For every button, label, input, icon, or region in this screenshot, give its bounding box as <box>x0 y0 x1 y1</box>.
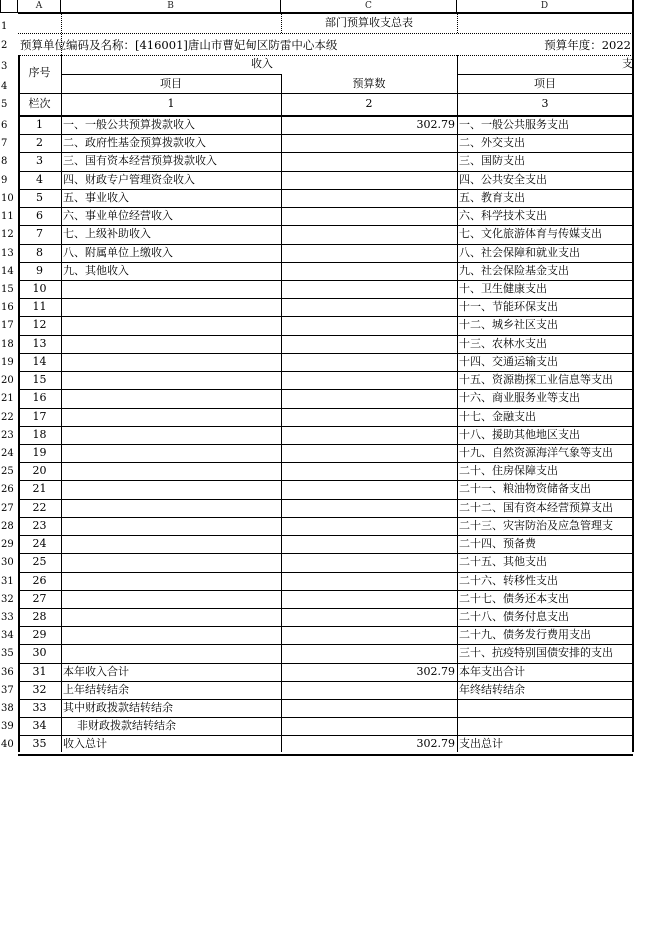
expense-item-cell: 六、科学技术支出 <box>459 209 547 223</box>
income-item-cell: 非财政拨款结转结余 <box>63 719 176 733</box>
budget-amount-cell <box>281 681 457 699</box>
seq-cell: 15 <box>32 373 47 387</box>
income-item-cell <box>61 480 281 498</box>
border-line <box>18 93 633 94</box>
income-item-cell: 四、财政专户管理资金收入 <box>63 172 195 186</box>
border-line <box>61 74 281 75</box>
income-item-cell <box>61 426 281 444</box>
seq-cell: 34 <box>32 719 47 733</box>
income-item-cell: 三、国有资本经营预算拨款收入 <box>63 154 217 168</box>
expense-item-cell: 二十二、国有资本经营预算支出 <box>459 500 613 514</box>
row-header[interactable]: 29 <box>1 539 14 551</box>
seq-cell: 24 <box>32 537 47 551</box>
income-item-cell <box>61 462 281 480</box>
row-header[interactable]: 36 <box>1 666 14 678</box>
budget-amount-cell <box>281 225 457 243</box>
seq-cell: 33 <box>32 701 47 715</box>
report-title: 部门预算收支总表 <box>325 16 413 29</box>
seq-cell: 21 <box>32 482 47 496</box>
budget-amount-cell <box>281 244 457 262</box>
budget-amount-cell <box>281 189 457 207</box>
expense-item-cell: 七、文化旅游体育与传媒支出 <box>459 227 602 241</box>
seq-cell: 28 <box>32 609 47 623</box>
seq-cell: 2 <box>36 136 43 150</box>
row-header[interactable]: 16 <box>1 302 14 314</box>
income-item-cell <box>61 644 281 662</box>
row-header[interactable]: 33 <box>1 611 14 623</box>
income-item-cell <box>61 280 281 298</box>
row-header[interactable]: 11 <box>1 211 14 223</box>
seq-cell: 3 <box>36 154 43 168</box>
expense-item-cell: 十八、援助其他地区支出 <box>459 427 580 441</box>
column-header-a[interactable]: A <box>18 0 61 13</box>
expense-item-cell: 九、社会保险基金支出 <box>459 263 569 277</box>
income-item-cell <box>61 517 281 535</box>
seq-cell: 17 <box>32 409 47 423</box>
row-header[interactable]: 31 <box>1 575 14 587</box>
dotted-border <box>61 13 62 55</box>
row-border <box>18 754 633 756</box>
row-header[interactable]: 13 <box>1 247 14 259</box>
expense-header: 支 <box>622 57 633 70</box>
row-header[interactable]: 35 <box>1 648 14 660</box>
expense-item-cell: 一、一般公共服务支出 <box>459 118 569 131</box>
income-item-cell <box>61 590 281 608</box>
income-item-cell <box>61 408 281 426</box>
expense-item-cell: 十二、城乡社区支出 <box>459 318 558 332</box>
seq-cell: 23 <box>32 518 47 532</box>
income-item-cell <box>61 316 281 334</box>
row-header[interactable]: 37 <box>1 684 14 696</box>
row-header[interactable]: 8 <box>1 156 8 168</box>
row-header[interactable]: 2 <box>1 40 8 51</box>
row-header[interactable]: 21 <box>1 393 14 405</box>
expense-item-cell: 二十八、债务付息支出 <box>459 609 569 623</box>
expense-item-cell: 十七、金融支出 <box>459 409 536 423</box>
seq-cell: 25 <box>32 555 47 569</box>
income-item-cell <box>61 572 281 590</box>
budget-amount-cell <box>281 444 457 462</box>
budget-amount-cell <box>281 644 457 662</box>
income-item-cell <box>61 499 281 517</box>
income-item-cell: 六、事业单位经营收入 <box>63 209 173 223</box>
expense-item-cell: 二十九、债务发行费用支出 <box>459 628 591 642</box>
seq-cell: 11 <box>32 300 47 314</box>
seq-cell: 10 <box>32 281 47 295</box>
budget-amount-cell <box>281 171 457 189</box>
income-item-cell: 收入总计 <box>63 737 107 751</box>
column-header-d[interactable]: D <box>457 0 633 13</box>
row-header[interactable]: 5 <box>1 99 8 110</box>
seq-cell: 16 <box>32 391 47 405</box>
expense-item-cell: 十一、节能环保支出 <box>459 300 558 314</box>
seq-cell: 7 <box>36 227 43 241</box>
col-index-1: 1 <box>167 97 175 110</box>
seq-cell: 4 <box>36 172 43 186</box>
expense-item-cell: 十、卫生健康支出 <box>459 281 547 295</box>
seq-cell: 6 <box>36 209 43 223</box>
seq-cell: 35 <box>32 737 47 751</box>
expense-item-cell: 本年支出合计 <box>459 664 525 678</box>
budget-amount-cell <box>281 207 457 225</box>
budget-amount-cell: 302.79 <box>416 118 455 131</box>
row-header[interactable]: 9 <box>1 174 8 186</box>
col-index-2: 2 <box>365 97 373 110</box>
row-header[interactable]: 10 <box>1 192 14 204</box>
expense-item-cell: 十九、自然资源海洋气象等支出 <box>459 445 613 459</box>
income-item-cell <box>61 626 281 644</box>
income-item-cell: 其中财政拨款结转结余 <box>63 701 173 715</box>
budget-amount-cell <box>281 134 457 152</box>
row-header[interactable]: 30 <box>1 557 14 569</box>
budget-amount-cell <box>281 280 457 298</box>
expense-item-cell: 四、公共安全支出 <box>459 172 547 186</box>
expense-item-cell <box>457 699 633 717</box>
budget-year: 预算年度：2022 <box>544 38 631 52</box>
row-header[interactable]: 28 <box>1 520 14 532</box>
expense-item-cell: 十五、资源勘探工业信息等支出 <box>459 373 613 387</box>
income-item-cell: 本年收入合计 <box>63 664 129 678</box>
budget-amount-cell <box>281 316 457 334</box>
row-header[interactable]: 18 <box>1 338 14 350</box>
border-line <box>18 13 633 14</box>
income-item-cell <box>61 608 281 626</box>
budget-amount-cell <box>281 426 457 444</box>
row-header[interactable]: 32 <box>1 593 14 605</box>
seq-cell: 29 <box>32 628 47 642</box>
unit-info: 预算单位编码及名称：[416001]唐山市曹妃甸区防雷中心本级 <box>20 38 338 52</box>
row-header[interactable]: 17 <box>1 320 14 332</box>
budget-amount-cell <box>281 608 457 626</box>
income-item-cell: 九、其他收入 <box>63 263 129 277</box>
row-header[interactable]: 14 <box>1 265 14 277</box>
expense-item-cell: 二十三、灾害防治及应急管理支 <box>459 518 613 532</box>
row-header[interactable]: 20 <box>1 375 14 387</box>
expense-item-cell: 十四、交通运输支出 <box>459 354 558 368</box>
item-header: 项目 <box>160 77 182 90</box>
row-header[interactable]: 22 <box>1 411 14 423</box>
budget-amount-cell <box>281 699 457 717</box>
budget-amount-cell <box>281 371 457 389</box>
income-item-cell: 二、政府性基金预算拨款收入 <box>63 136 206 150</box>
row-header[interactable]: 3 <box>1 61 8 72</box>
seq-cell: 12 <box>32 318 47 332</box>
budget-amount-cell: 302.79 <box>416 664 455 678</box>
seq-cell: 1 <box>36 118 43 131</box>
expense-item-cell: 二十六、转移性支出 <box>459 573 558 587</box>
budget-amount-cell <box>281 590 457 608</box>
budget-amount-cell <box>281 462 457 480</box>
income-item-cell <box>61 371 281 389</box>
expense-item-cell: 二十七、债务还本支出 <box>459 591 569 605</box>
budget-amount-cell <box>281 535 457 553</box>
expense-item-cell: 二、外交支出 <box>459 136 525 150</box>
seq-cell: 32 <box>32 682 47 696</box>
income-item-cell: 上年结转结余 <box>63 682 129 696</box>
row-header[interactable]: 7 <box>1 138 8 150</box>
dotted-border <box>18 33 633 34</box>
row-header[interactable]: 24 <box>1 447 14 459</box>
dotted-border <box>457 13 458 33</box>
row-header[interactable]: 34 <box>1 630 14 642</box>
column-header-corner[interactable] <box>0 0 18 13</box>
expense-item-cell: 支出总计 <box>459 737 503 751</box>
expense-item-cell: 二十、住房保障支出 <box>459 464 558 478</box>
income-header: 收入 <box>251 57 273 70</box>
seq-cell: 14 <box>32 354 47 368</box>
row-header[interactable]: 27 <box>1 502 14 514</box>
income-item-cell: 一、一般公共预算拨款收入 <box>63 118 195 131</box>
seq-header: 序号 <box>28 66 51 79</box>
budget-amount-cell <box>281 480 457 498</box>
seq-cell: 22 <box>32 500 47 514</box>
dotted-border <box>18 55 633 56</box>
expense-item-cell: 十六、商业服务业等支出 <box>459 391 580 405</box>
seq-cell: 20 <box>32 464 47 478</box>
row-header[interactable]: 40 <box>1 739 14 751</box>
row-header[interactable]: 26 <box>1 484 14 496</box>
row-header[interactable]: 19 <box>1 356 14 368</box>
expense-item-cell: 十三、农林水支出 <box>459 336 547 350</box>
budget-amount-cell <box>281 517 457 535</box>
row-header[interactable]: 4 <box>1 81 8 92</box>
dotted-border <box>281 13 282 33</box>
border-line <box>457 74 633 75</box>
seq-cell: 8 <box>36 245 43 259</box>
budget-amount-cell <box>281 626 457 644</box>
income-item-cell <box>61 553 281 571</box>
expense-item-cell <box>457 717 633 735</box>
column-header-b[interactable]: B <box>61 0 281 13</box>
expense-item-cell: 三、国防支出 <box>459 154 525 168</box>
seq-cell: 18 <box>32 427 47 441</box>
expense-item-cell: 五、教育支出 <box>459 190 525 204</box>
budget-amount-cell <box>281 152 457 170</box>
row-header[interactable]: 39 <box>1 721 14 733</box>
seq-cell: 26 <box>32 573 47 587</box>
budget-amount-cell <box>281 553 457 571</box>
expense-item-header: 项目 <box>534 77 556 90</box>
budget-amount-cell: 302.79 <box>416 737 455 751</box>
budget-amount-cell <box>281 262 457 280</box>
budget-amount-cell <box>281 572 457 590</box>
income-item-cell <box>61 353 281 371</box>
row-header[interactable]: 38 <box>1 703 14 715</box>
income-item-cell: 七、上级补助收入 <box>63 227 151 241</box>
row-header[interactable]: 1 <box>1 21 8 32</box>
col-index-3: 3 <box>541 97 549 110</box>
seq-cell: 13 <box>32 336 47 350</box>
income-item-cell <box>61 535 281 553</box>
row-header[interactable]: 25 <box>1 466 14 478</box>
expense-item-cell: 八、社会保障和就业支出 <box>459 245 580 259</box>
budget-amount-cell <box>281 389 457 407</box>
seq-cell: 31 <box>32 664 47 678</box>
row-header[interactable]: 12 <box>1 229 14 241</box>
budget-amount-cell <box>281 408 457 426</box>
income-item-cell <box>61 298 281 316</box>
budget-amount-cell <box>281 298 457 316</box>
budget-amount-cell <box>281 499 457 517</box>
income-item-cell <box>61 389 281 407</box>
seq-cell: 9 <box>36 263 43 277</box>
expense-item-cell: 二十四、预备费 <box>459 537 536 551</box>
expense-item-cell: 年终结转结余 <box>459 682 525 696</box>
row-header[interactable]: 6 <box>1 120 8 131</box>
income-item-cell: 五、事业收入 <box>63 190 129 204</box>
budget-amount-cell <box>281 717 457 735</box>
budget-amount-header: 预算数 <box>352 77 386 90</box>
row-header[interactable]: 15 <box>1 283 14 295</box>
income-item-cell <box>61 335 281 353</box>
seq-cell: 5 <box>36 190 43 204</box>
budget-amount-cell <box>281 335 457 353</box>
seq-cell: 19 <box>32 445 47 459</box>
seq-cell: 27 <box>32 591 47 605</box>
income-item-cell <box>61 444 281 462</box>
seq-cell: 30 <box>32 646 47 660</box>
row-header[interactable]: 23 <box>1 429 14 441</box>
column-header-c[interactable]: C <box>281 0 457 13</box>
expense-item-cell: 二十一、粮油物资储备支出 <box>459 482 591 496</box>
budget-amount-cell <box>281 353 457 371</box>
col-label: 栏次 <box>28 97 51 110</box>
income-item-cell: 八、附属单位上缴收入 <box>63 245 173 259</box>
expense-item-cell: 二十五、其他支出 <box>459 555 547 569</box>
expense-item-cell: 三十、抗疫特别国债安排的支出 <box>459 646 613 660</box>
